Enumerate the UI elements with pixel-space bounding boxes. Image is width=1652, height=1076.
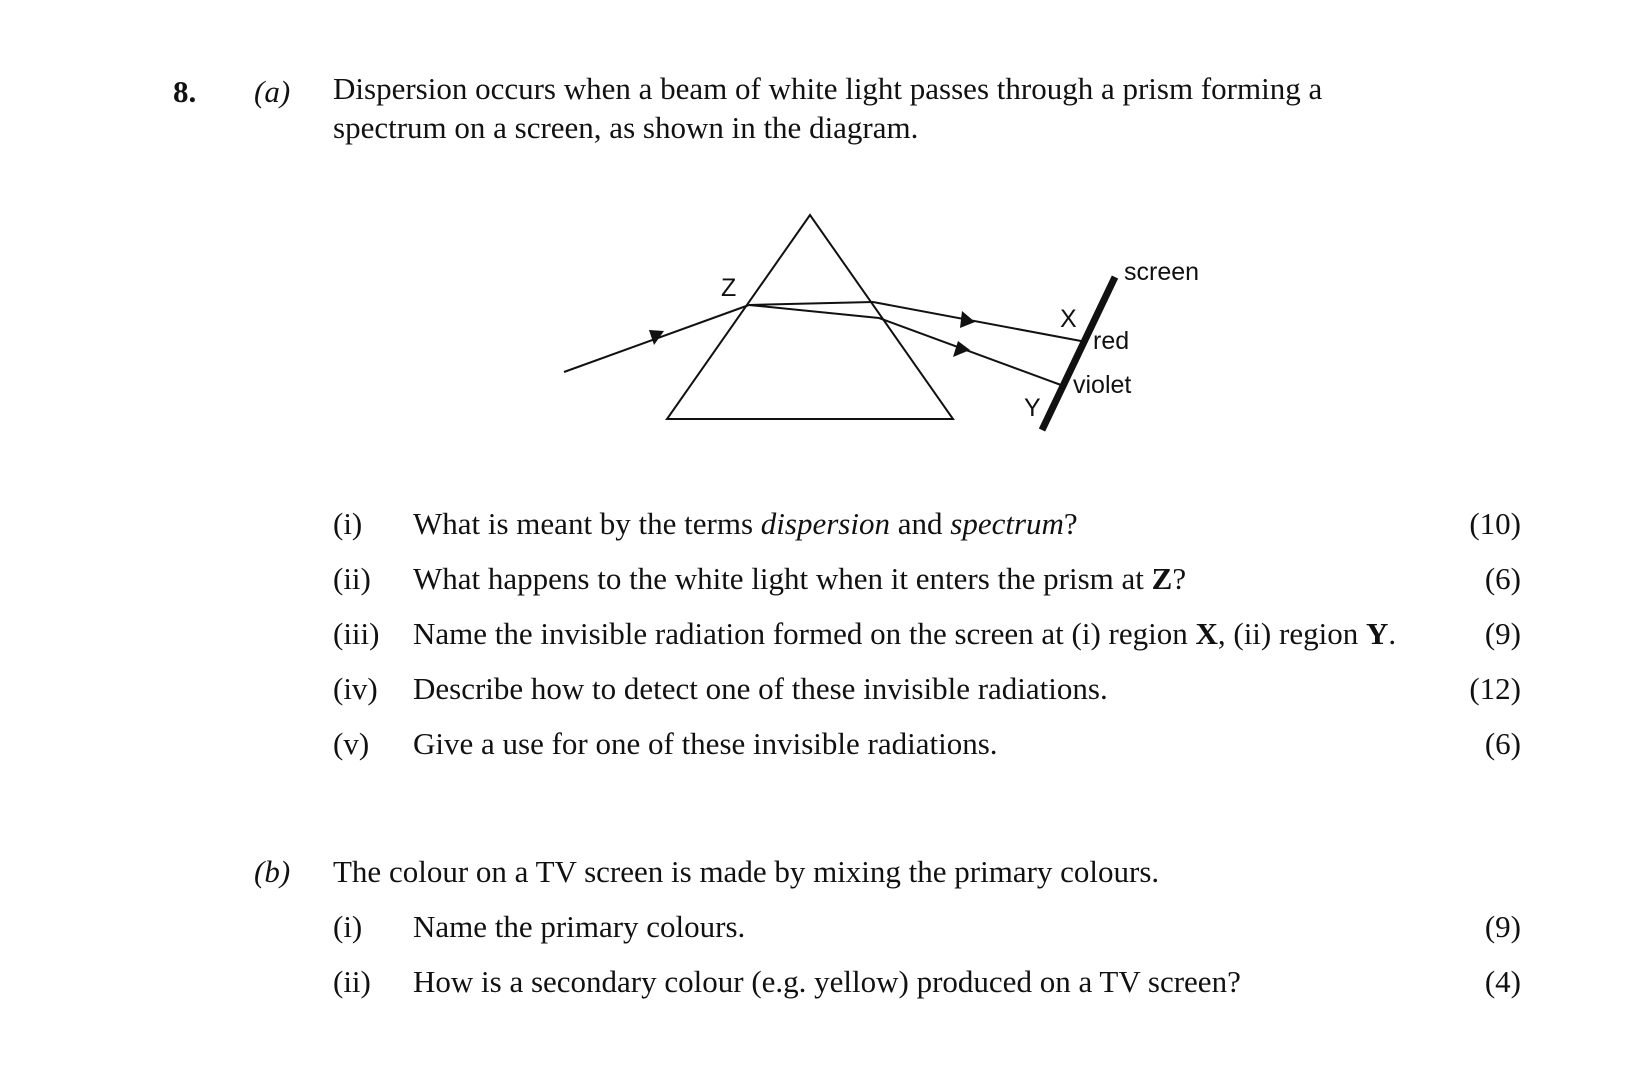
b-ii-label: (ii): [333, 964, 371, 999]
internal-ray-violet: [749, 305, 879, 318]
label-screen: screen: [1124, 258, 1200, 286]
term-spectrum: spectrum: [950, 506, 1064, 541]
b-ii-text: How is a secondary colour (e.g. yellow) produced on a TV screen?: [413, 964, 1241, 999]
a-i-label: (i): [333, 506, 363, 541]
a-iv-label: (iv): [333, 671, 378, 706]
a-i-text: What is meant by the terms dispersion and spectrum?: [413, 506, 1078, 541]
a-ii-label: (ii): [333, 561, 371, 596]
a-ii-text: What happens to the white light when it enters the prism at Z?: [413, 561, 1187, 596]
label-z: Z: [721, 274, 737, 302]
a-v-marks: (6): [1484, 726, 1521, 761]
part-b-intro: The colour on a TV screen is made by mixing the primary colours.: [333, 854, 1160, 889]
emergent-ray-red: [873, 302, 1081, 341]
a-iii-label: (iii): [333, 616, 380, 651]
a-iv-marks: (12): [1469, 671, 1521, 706]
b-ii-marks: (4): [1484, 964, 1521, 999]
part-b-letter: (b): [254, 854, 291, 889]
emergent-ray-violet-arrow: [953, 341, 970, 357]
b-i-label: (i): [333, 909, 363, 944]
prism-triangle: [667, 215, 953, 419]
a-v-label: (v): [333, 726, 370, 761]
internal-ray-red: [749, 302, 873, 305]
label-x: X: [1060, 305, 1077, 333]
a-iii-text: Name the invisible radiation formed on the screen at (i) region X, (ii) region Y.: [413, 616, 1397, 651]
label-y: Y: [1024, 394, 1041, 422]
label-red: red: [1093, 327, 1130, 355]
label-violet: violet: [1073, 371, 1132, 399]
a-ii-marks: (6): [1484, 561, 1521, 596]
part-a-intro-line2: spectrum on a screen, as shown in the diagram.: [333, 110, 919, 145]
emergent-ray-red-arrow: [960, 311, 975, 328]
b-i-text: Name the primary colours.: [413, 909, 746, 944]
term-dispersion: dispersion: [760, 506, 890, 541]
question-number: 8.: [173, 74, 197, 109]
a-i-marks: (10): [1469, 506, 1521, 541]
a-v-text: Give a use for one of these invisible radiations.: [413, 726, 998, 761]
a-iv-text: Describe how to detect one of these invisible radiations.: [413, 671, 1108, 706]
part-a-letter: (a): [254, 74, 291, 109]
part-a-intro-line1: Dispersion occurs when a beam of white light passes through a prism forming a: [333, 71, 1323, 106]
b-i-marks: (9): [1484, 909, 1521, 944]
a-iii-marks: (9): [1484, 616, 1521, 651]
